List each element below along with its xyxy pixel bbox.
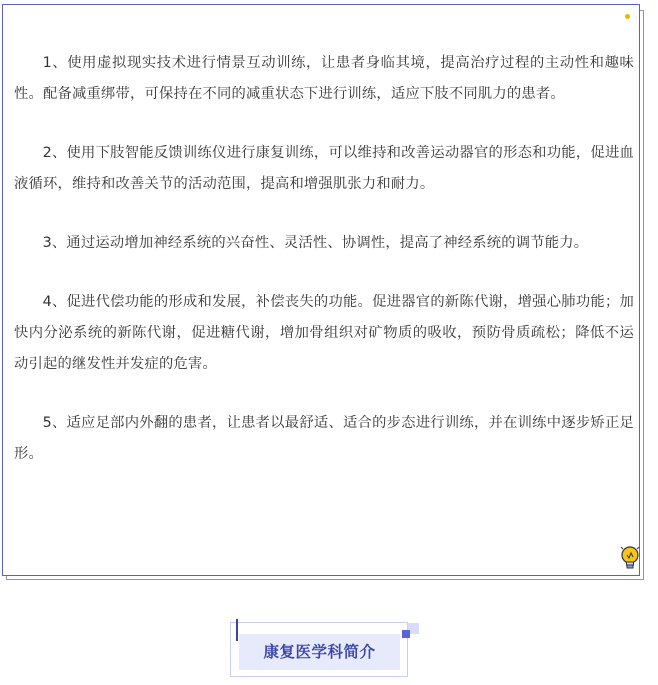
yellow-dot-icon [625,14,630,19]
paragraph-1: 1、使用虚拟现实技术进行情景互动训练，让患者身临其境，提高治疗过程的主动性和趣味性。配备减重绑带，可保持在不同的减重状态下进行训练，适应下肢不同肌力的患者。 [14,55,634,102]
decor-bar [236,619,238,641]
decor-square [402,630,410,638]
paragraph-2: 2、使用下肢智能反馈训练仪进行康复训练，可以维持和改善运动器官的形态和功能，促进血液循环，维持和改善关节的活动范围，提高和增强肌张力和耐力。 [14,145,634,192]
paragraph-3: 3、通过运动增加神经系统的兴奋性、灵活性、协调性，提高了神经系统的调节能力。 [42,235,589,251]
paragraph-5: 5、适应足部内外翻的患者，让患者以最舒适、适合的步态进行训练，并在训练中逐步矫正足形。 [14,415,634,462]
section-title-badge [230,622,410,678]
section-title: 康复医学科简介 [263,643,376,661]
article-body [14,48,634,498]
lightbulb-icon [619,544,641,572]
paragraph-4: 4、促进代偿功能的形成和发展，补偿丧失的功能。促进器官的新陈代谢，增强心肺功能；加快内分泌系统的新陈代谢，促进糖代谢，增加骨组织对矿物质的吸收，预防骨质疏松；降低不运动引起的继发性并发症的危害。 [14,294,634,372]
